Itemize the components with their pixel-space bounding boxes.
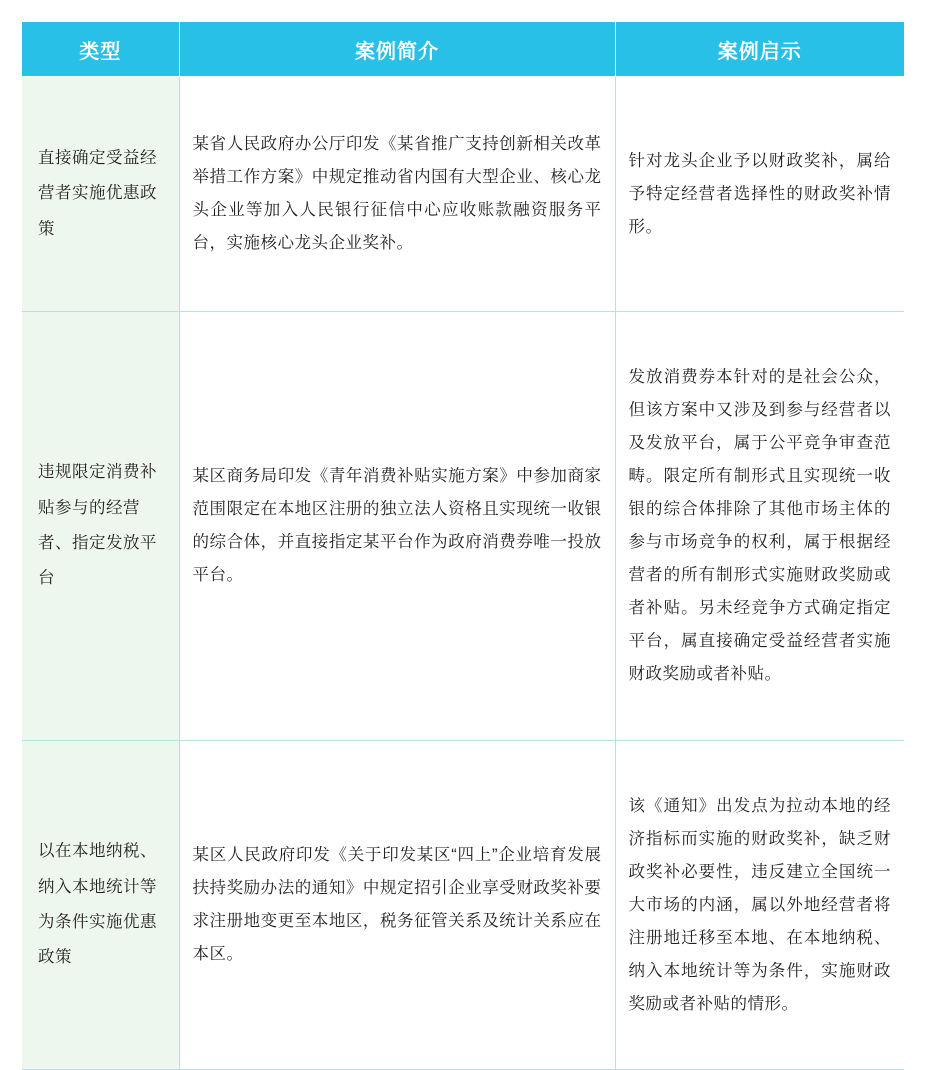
cell-insight xyxy=(615,312,904,741)
cell-brief xyxy=(179,77,615,312)
cell-insight-text: 针对龙头企业予以财政奖补，属给予特定经营者选择性的财政奖补情形。 xyxy=(628,151,891,236)
table-row xyxy=(22,77,904,312)
cell-type xyxy=(22,77,179,312)
cell-type xyxy=(22,312,179,741)
cell-insight-text: 该《通知》出发点为拉动本地的经济指标而实施的财政奖补，缺乏财政奖补必要性，违反建立全国统一大市场的内涵，属以外地经营者将注册地迁移至本地、在本地纳税、纳入本地统计等为条件，实施财政奖励或者补贴的情形。 xyxy=(628,796,891,1013)
table-row xyxy=(22,741,904,1070)
cell-type-text: 直接确定受益经营者实施优惠政策 xyxy=(38,148,157,238)
cell-brief xyxy=(179,741,615,1070)
cell-brief xyxy=(179,312,615,741)
table-header xyxy=(22,22,904,77)
cell-insight-text: 发放消费券本针对的是社会公众，但该方案中又涉及到参与经营者以及发放平台，属于公平竞争审查范畴。限定所有制形式且实现统一收银的综合体排除了其他市场主体的参与市场竞争的权利，属于根据经营者的所有制形式实施财政奖励或者补贴。另未经竞争方式确定指定平台，属直接确定受益经营者实施财政奖励或者补贴。 xyxy=(628,368,891,683)
column-header-insight: 案例启示 xyxy=(615,22,904,77)
cell-type-text: 以在本地纳税、纳入本地统计等为条件实施优惠政策 xyxy=(38,842,157,967)
table-row xyxy=(22,312,904,741)
cell-type-text: 违规限定消费补贴参与的经营者、指定发放平台 xyxy=(38,463,157,588)
table-body xyxy=(22,77,904,1070)
column-header-type: 类型 xyxy=(22,22,179,77)
table-header-row xyxy=(22,22,904,77)
case-table xyxy=(22,22,904,1070)
cell-type xyxy=(22,741,179,1070)
cell-brief-text: 某省人民政府办公厅印发《某省推广支持创新相关改革举措工作方案》中规定推动省内国有大型企业、核心龙头企业等加入人民银行征信中心应收账款融资服务平台，实施核心龙头企业奖补。 xyxy=(192,135,602,252)
column-header-brief: 案例简介 xyxy=(179,22,615,77)
cell-brief-text: 某区商务局印发《青年消费补贴实施方案》中参加商家范围限定在本地区注册的独立法人资格且实现统一收银的综合体，并直接指定某平台作为政府消费券唯一投放平台。 xyxy=(192,467,602,584)
cell-insight xyxy=(615,77,904,312)
cell-brief-text: 某区人民政府印发《关于印发某区“四上”企业培育发展扶持奖励办法的通知》中规定招引企业享受财政奖补要求注册地变更至本地区，税务征管关系及统计关系应在本区。 xyxy=(192,846,602,963)
cell-insight xyxy=(615,741,904,1070)
